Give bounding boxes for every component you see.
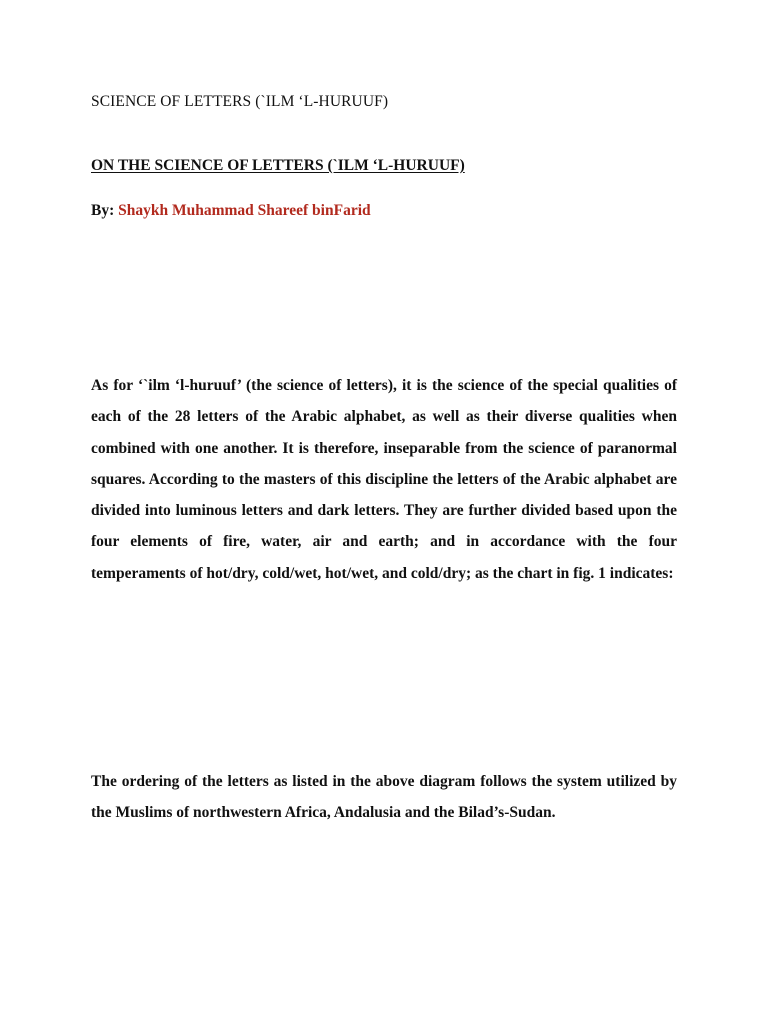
section-heading: ON THE SCIENCE OF LETTERS (`ILM ‘L-HURUUF) — [91, 157, 465, 174]
byline — [91, 202, 371, 220]
body-paragraph-ordering: The ordering of the letters as listed in the above diagram follows the system utilized by the Muslims of northwestern Africa, Andalusia and the Bilad’s-Sudan. — [91, 773, 677, 822]
author-name: Shaykh Muhammad Shareef binFarid — [118, 202, 371, 219]
page-title: SCIENCE OF LETTERS (`ILM ‘L-HURUUF) — [91, 93, 389, 110]
byline-prefix: By: — [91, 202, 115, 219]
body-paragraph-intro: As for ‘`ilm ‘l-huruuf’ (the science of letters), it is the science of the special qualities of each of the 28 letters of the Arabic alphabet, as well as their diverse qualities when combined with one another. It is therefore, inseparable from the science of paranormal squares. According to the masters of this discipline the letters of the Arabic alphabet are divided into luminous letters and dark letters. They are further divided based upon the four elements of fire, water, air and earth; and in accordance with the four temperaments of hot/dry, cold/wet, hot/wet, and cold/dry; as the chart in fig. 1 indicates: — [91, 377, 677, 582]
